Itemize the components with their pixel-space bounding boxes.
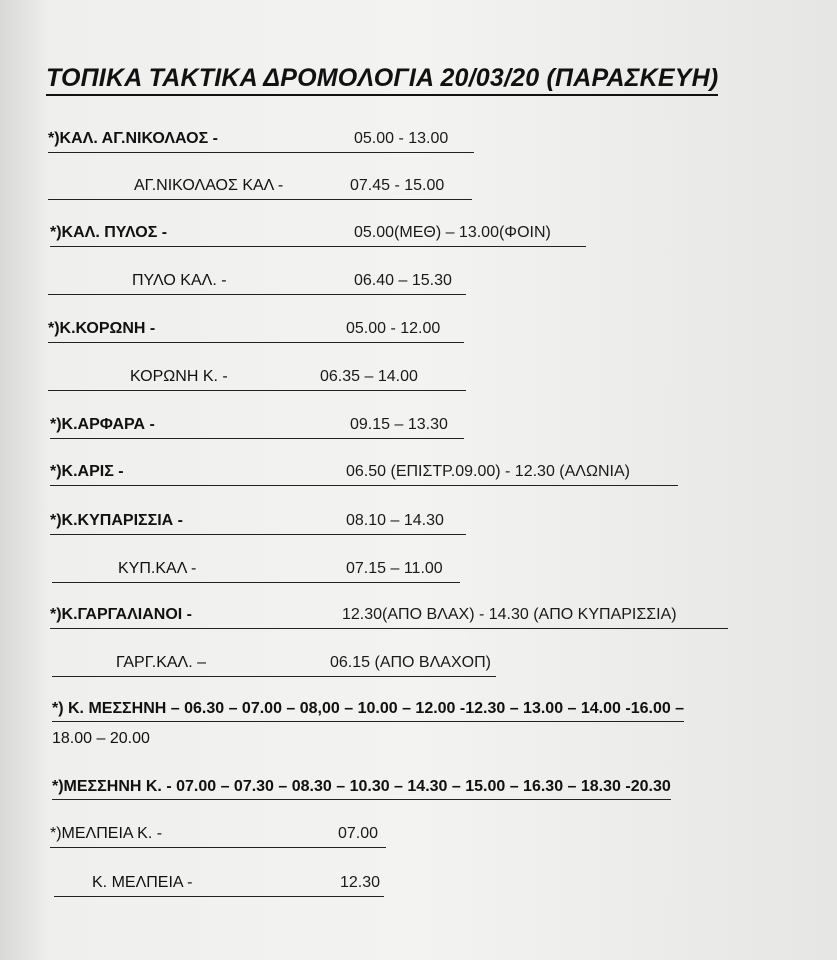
- route-times: 06.50 (ΕΠΙΣΤΡ.09.00) - 12.30 (ΑΛΩΝΙΑ): [346, 463, 630, 480]
- route-row: [52, 652, 496, 677]
- route-row: [50, 222, 586, 247]
- route-row: [48, 270, 466, 295]
- messini-inbound: [52, 778, 671, 800]
- route-label: *)ΚΑΛ. ΠΥΛΟΣ -: [50, 224, 168, 241]
- route-times: 12.30: [340, 874, 381, 891]
- route-row: [50, 823, 386, 848]
- route-times: 06.40 – 15.30: [354, 272, 452, 289]
- page-title: ΤΟΠΙΚΑ ΤΑΚΤΙΚΑ ΔΡΟΜΟΛΟΓΙΑ 20/03/20 (ΠΑΡΑΣΚΕΥΗ): [46, 64, 718, 96]
- route-times: 08.10 – 14.30: [346, 512, 444, 529]
- route-label: *)Κ.ΓΑΡΓΑΛΙΑΝΟΙ -: [50, 606, 192, 623]
- route-label: *)Κ.ΚΥΠΑΡΙΣΣΙΑ -: [50, 512, 183, 529]
- route-times: 05.00(ΜΕΘ) – 13.00(ΦΟΙΝ): [354, 224, 551, 241]
- route-row: [48, 175, 472, 200]
- messini-inbound-line: *)ΜΕΣΣΗΝΗ Κ. - 07.00 – 07.30 – 08.30 – 10.30 – 14.30 – 15.00 – 16.30 – 18.30 -20.30: [52, 778, 671, 800]
- route-label: *)ΜΕΛΠΕΙΑ Κ. -: [50, 825, 163, 842]
- messini-outbound-line1: *) Κ. ΜΕΣΣΗΝΗ – 06.30 – 07.00 – 08,00 – 10.00 – 12.00 -12.30 – 13.00 – 14.00 -16.00 –: [52, 700, 684, 722]
- route-label: ΓΑΡΓ.ΚΑΛ. –: [116, 654, 207, 671]
- route-label: *)Κ.ΑΡΦΑΡΑ -: [50, 416, 155, 433]
- route-label: *)Κ.ΚΟΡΩΝΗ -: [48, 320, 156, 337]
- route-times: 05.00 - 13.00: [354, 130, 449, 147]
- route-row: [48, 318, 464, 343]
- route-label: Κ. ΜΕΛΠΕΙΑ -: [92, 874, 193, 891]
- route-times: 12.30(ΑΠΟ ΒΛΑΧ) - 14.30 (ΑΠΟ ΚΥΠΑΡΙΣΣΙΑ): [342, 606, 677, 623]
- route-row: [48, 366, 466, 391]
- route-label: *)ΚΑΛ. ΑΓ.ΝΙΚΟΛΑΟΣ -: [48, 130, 218, 147]
- route-label: ΑΓ.ΝΙΚΟΛΑΟΣ ΚΑΛ -: [134, 177, 284, 194]
- route-times: 09.15 – 13.30: [350, 416, 448, 433]
- route-row: [50, 510, 466, 535]
- messini-outbound-cont: [52, 730, 150, 748]
- route-times: 05.00 - 12.00: [346, 320, 441, 337]
- route-row: [50, 604, 728, 629]
- route-times: 07.15 – 11.00: [346, 560, 443, 577]
- route-row: [48, 128, 474, 153]
- route-label: ΚΟΡΩΝΗ Κ. -: [130, 368, 228, 385]
- route-times: 06.35 – 14.00: [320, 368, 418, 385]
- route-label: ΚΥΠ.ΚΑΛ -: [118, 560, 197, 577]
- route-label: ΠΥΛΟ ΚΑΛ. -: [132, 272, 227, 289]
- messini-outbound: [52, 700, 684, 722]
- route-times: 07.00: [338, 825, 379, 842]
- route-row: [52, 558, 460, 583]
- route-row: [50, 461, 678, 486]
- route-label: *)Κ.ΑΡΙΣ -: [50, 463, 124, 480]
- messini-outbound-line2: 18.00 – 20.00: [52, 730, 150, 747]
- route-times: 07.45 - 15.00: [350, 177, 445, 194]
- route-row: [54, 872, 384, 897]
- route-times: 06.15 (ΑΠΟ ΒΛΑΧΟΠ): [330, 654, 491, 671]
- route-row: [50, 414, 464, 439]
